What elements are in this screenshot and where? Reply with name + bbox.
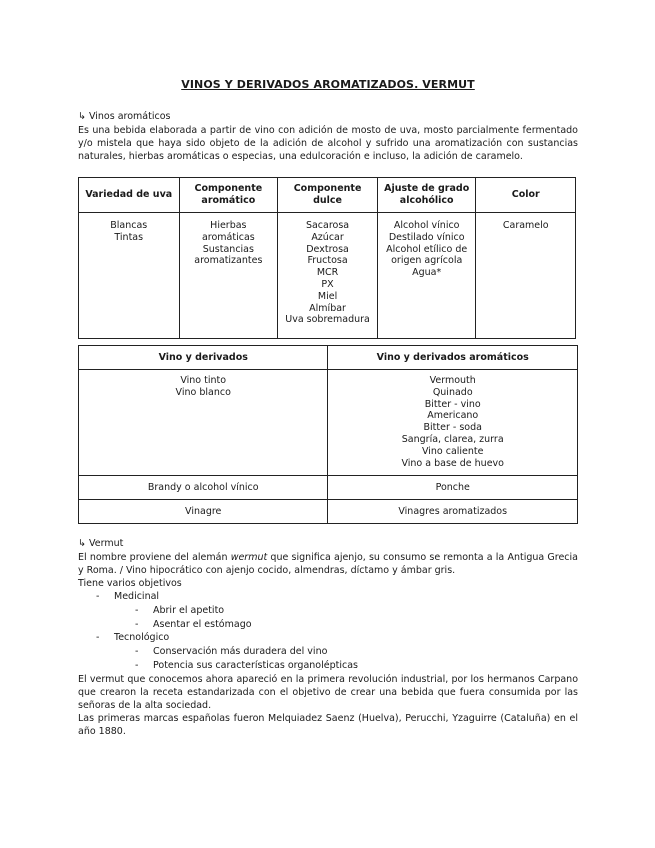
header-color: Color [476,178,576,213]
derivatives-table [78,345,578,524]
objectives-intro: Tiene varios objetivos [78,578,182,589]
cell-line: Vermouth [429,375,476,386]
cell-line: aromatizantes [194,255,263,267]
header-vino-y-derivados: Vino y derivados [79,346,328,370]
header-variedad-de-uva: Variedad de uva [79,178,180,213]
wermut-term: wermut [230,552,268,563]
cell-line: Alcohol vínico [393,220,460,231]
cell-line: Agua* [412,267,442,279]
list-item: - Conservación más duradera del vino [78,645,578,659]
cell-line: Miel [317,290,338,302]
list-item: - Asentar el estómago [78,618,578,632]
cell-line: Alcohol etílico de [386,243,468,255]
cell-line: MCR [316,267,339,279]
cell-brandy: Brandy o alcohol vínico [79,476,328,500]
cell-ajuste [377,213,476,339]
derivatives-table-header-row [79,346,578,370]
cell-line: Vino a base de huevo [401,457,504,469]
cell-vinos [79,370,328,476]
cell-line: Almíbar [309,302,346,314]
cell-line: Vino tinto [180,375,227,386]
cell-line: Blancas [110,220,148,231]
cell-vinos-aromaticos [328,370,578,476]
cell-line: Azúcar [311,231,344,243]
cell-vinagres-aromatizados: Vinagres aromatizados [328,500,578,524]
objectives-list [78,590,578,673]
cell-line: Fructosa [307,255,348,267]
section-heading-vinos-aromaticos: ↳ Vinos aromáticos [78,111,171,122]
cell-line: Vino caliente [421,445,484,457]
table-row [79,500,578,524]
document-title: VINOS Y DERIVADOS AROMATIZADOS. VERMUT [181,78,475,91]
cell-line: Tintas [114,231,144,243]
vermut-history-paragraph: El vermut que conocemos ahora apareció en la primera revolución industrial, por los hermanos Carpano que crearon la receta estandarizada con el objetivo de crear una bebida que fuera consumida por las señoras de la alta sociedad. [78,674,578,711]
cell-line: Quinado [432,386,473,398]
cell-line: Caramelo [502,220,549,231]
cell-aromatico [179,213,278,339]
list-item: - Abrir el apetito [78,604,578,618]
cell-line: Bitter - soda [423,422,482,434]
cell-line: aromáticas [201,231,255,243]
cell-line: Vino blanco [175,386,231,398]
cell-line: Sangría, clarea, zurra [401,433,504,445]
components-table [78,177,576,339]
table-row [79,476,578,500]
vinos-aromaticos-paragraph: Es una bebida elaborada a partir de vino con adición de mosto de uva, mosto parcialmente fermentado y/o mistela que haya sido objeto de la adición de alcohol y sufrido una aromatización con sustancias naturales, hierbas aromáticas o especias, una edulcoración e incluso, la adición de caramelo. [78,125,578,162]
text-run: que significa ajenjo, su consumo se remonta a la Antigua Grecia y Roma. / Vino hipocrático con ajenjo cocido, almendras, díctamo y ámbar gris. [78,552,578,576]
header-ajuste-grado: Ajuste de grado alcohólico [377,178,476,213]
list-item: - Medicinal [78,590,578,604]
cell-line: Americano [427,410,479,422]
vermut-origin-paragraph [78,551,578,577]
table-row [79,370,578,476]
cell-line: Sustancias [202,243,254,255]
header-componente-aromatico: Componente aromático [179,178,278,213]
vermut-brands-paragraph: Las primeras marcas españolas fueron Melquiadez Saenz (Huelva), Perucchi, Yzaguirre (Cataluña) en el año 1880. [78,713,578,737]
cell-variedad [79,213,180,339]
cell-line: Dextrosa [306,243,349,255]
cell-line: origen agrícola [391,255,463,267]
header-vino-y-derivados-aromaticos: Vino y derivados aromáticos [328,346,578,370]
components-table-header-row [79,178,576,213]
cell-line: Uva sobremadura [285,314,370,326]
header-componente-dulce: Componente dulce [278,178,378,213]
cell-line: Destilado vínico [388,231,465,243]
list-item: - Potencia sus características organolépticas [78,659,578,673]
cell-ponche: Ponche [328,476,578,500]
cell-line: Bitter - vino [424,398,481,410]
components-table-row [79,213,576,339]
section-heading-vermut: ↳ Vermut [78,538,124,549]
cell-vinagre: Vinagre [79,500,328,524]
cell-dulce [278,213,378,339]
list-item: - Tecnológico [78,631,578,645]
cell-line: PX [321,278,334,290]
cell-line: Sacarosa [305,220,350,231]
cell-line: Hierbas [210,220,247,231]
cell-color [476,213,576,339]
text-run: El nombre proviene del alemán [78,552,231,563]
